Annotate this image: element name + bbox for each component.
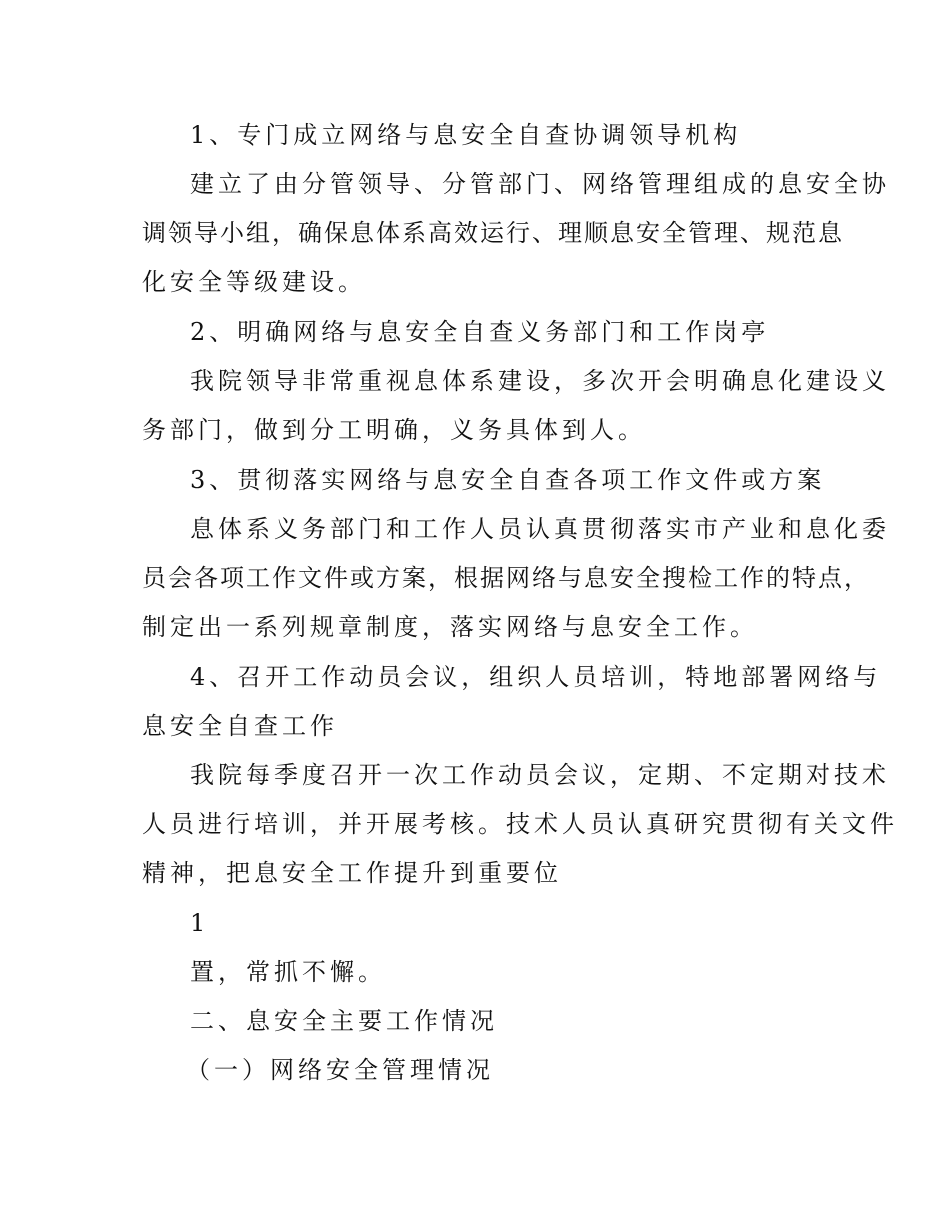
heading-2: 2、明确网络与息安全自查义务部门和工作岗亭 [190,318,770,346]
heading-3: 3、贯彻落实网络与息安全自查各项工作文件或方案 [190,466,826,494]
paragraph-line: 息体系义务部门和工作人员认真贯彻落实市产业和息化委 [190,515,890,543]
section-heading: 二、息安全主要工作情况 [190,1007,498,1035]
paragraph-line: 我院领导非常重视息体系建设，多次开会明确息化建设义 [190,367,890,395]
subsection-heading: （一）网络安全管理情况 [186,1056,494,1084]
paragraph-line: 建立了由分管领导、分管部门、网络管理组成的息安全协 [190,170,890,198]
paragraph-line: 员会各项工作文件或方案，根据网络与息安全搜检工作的特点， [142,564,870,592]
heading-4-continued: 息安全自查工作 [142,712,338,740]
paragraph-line: 人员进行培训，并开展考核。技术人员认真研究贯彻有关文件 [142,810,898,838]
heading-1: 1、专门成立网络与息安全自查协调领导机构 [190,121,742,149]
paragraph-line: 制定出一系列规章制度，落实网络与息安全工作。 [142,613,758,641]
paragraph-line: 化安全等级建设。 [142,268,366,296]
paragraph-line: 调领导小组，确保息体系高效运行、理顺息安全管理、规范息 [142,219,844,247]
paragraph-line: 务部门，做到分工明确，义务具体到人。 [142,416,646,444]
paragraph-line: 精神，把息安全工作提升到重要位 [142,859,562,887]
paragraph-line: 置，常抓不懈。 [190,958,386,986]
paragraph-line: 我院每季度召开一次工作动员会议，定期、不定期对技术 [190,761,890,789]
heading-4: 4、召开工作动员会议，组织人员培训，特地部署网络与 [190,663,882,691]
page-number: 1 [190,909,210,937]
